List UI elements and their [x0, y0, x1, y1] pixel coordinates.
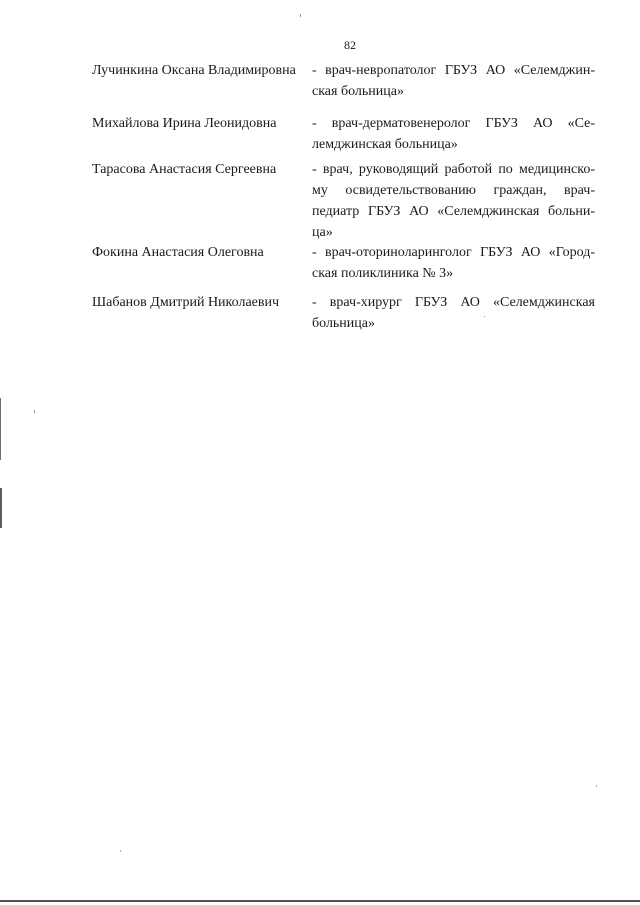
person-name: Лучинкина Оксана Владимировна	[92, 63, 296, 78]
person-role	[312, 242, 595, 284]
person-name: Тарасова Анастасия Сергеевна	[92, 162, 277, 177]
role-line: ская поликлиника № 3»	[312, 266, 454, 281]
person-role	[312, 60, 595, 102]
scan-edge-mark	[0, 488, 2, 528]
person-role	[312, 292, 595, 334]
role-line: му освидетельствованию граждан, врач-	[312, 183, 595, 198]
role-line: - врач-невропатолог ГБУЗ АО «Селемджин-	[312, 63, 595, 78]
scan-speck	[300, 14, 301, 17]
person-role	[312, 159, 595, 243]
scan-speck	[34, 410, 35, 413]
role-line: - врач-дерматовенеролог ГБУЗ АО «Се-	[312, 116, 595, 131]
person-name: Шабанов Дмитрий Николаевич	[92, 295, 280, 310]
scan-edge-mark	[0, 398, 1, 460]
role-line: больница»	[312, 316, 375, 331]
person-role	[312, 113, 595, 155]
scan-speck	[484, 316, 485, 317]
scan-speck	[596, 785, 597, 787]
scan-bottom-line	[0, 900, 640, 902]
role-line: лемджинская больница»	[312, 137, 458, 152]
page-number: 82	[344, 38, 356, 52]
role-line: - врач, руководящий работой по медицинско-	[312, 162, 595, 177]
person-name: Михайлова Ирина Леонидовна	[92, 116, 277, 131]
role-line: - врач-хирург ГБУЗ АО «Селемджинская	[312, 295, 595, 310]
role-line: ца»	[312, 225, 333, 240]
role-line: - врач-оториноларинголог ГБУЗ АО «Город-	[312, 245, 595, 260]
role-line: педиатр ГБУЗ АО «Селемджинская больни-	[312, 204, 595, 219]
scan-speck	[120, 850, 121, 852]
person-name: Фокина Анастасия Олеговна	[92, 245, 264, 260]
role-line: ская больница»	[312, 84, 404, 99]
